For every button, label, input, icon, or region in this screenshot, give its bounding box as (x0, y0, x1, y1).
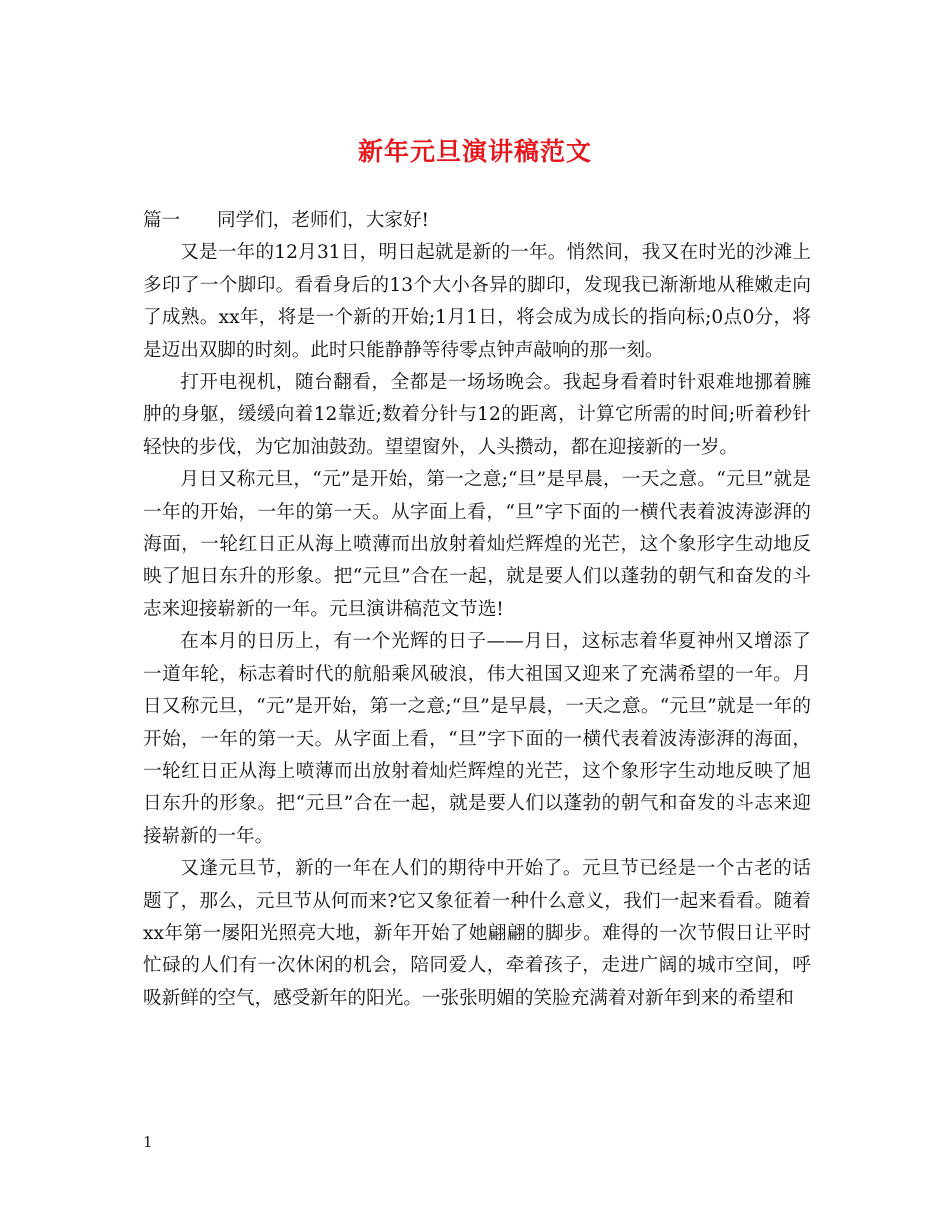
greeting-text: 同学们，老师们，大家好! (217, 210, 430, 231)
body-paragraph: 月日又称元旦，“元”是开始，第一之意;“旦”是早晨，一天之意。“元旦”就是一年的开始，一年的第一天。从字面上看，“旦”字下面的一横代表着波涛澎湃的海面，一轮红日正从海上喷薄而出放射着灿烂辉煌的光芒，这个象形字生动地反映了旭日东升的形象。把“元旦”合在一起，就是要人们以蓬勃的朝气和奋发的斗志来迎接崭新的一年。元旦演讲稿范文节选! (143, 469, 811, 620)
section-label: 篇一 (143, 210, 181, 231)
intro-line (143, 205, 811, 237)
body-paragraph: 又是一年的12月31日，明日起就是新的一年。悄然间，我又在时光的沙滩上多印了一个脚印。看看身后的13个大小各异的脚印，发现我已渐渐地从稚嫩走向了成熟。xx年，将是一个新的开始;1月1日，将会成为成长的指向标;0点0分，将是迈出双脚的时刻。此时只能静静等待零点钟声敲响的那一刻。 (143, 242, 811, 361)
document-body (143, 205, 811, 1015)
document-title: 新年元旦演讲稿范文 (357, 137, 592, 166)
page-number: 1 (143, 1133, 153, 1151)
body-paragraph: 又逢元旦节，新的一年在人们的期待中开始了。元旦节已经是一个古老的话题了，那么，元旦节从何而来?它又象征着一种什么意义，我们一起来看看。随着xx年第一屡阳光照亮大地，新年开始了她翩翩的脚步。难得的一次节假日让平时忙碌的人们有一次休闲的机会，陪同爱人，牵着孩子，走进广阔的城市空间，呼吸新鲜的空气，感受新年的阳光。一张张明媚的笑脸充满着对新年到来的希望和 (143, 858, 811, 1009)
body-paragraph: 在本月的日历上，有一个光辉的日子——月日，这标志着华夏神州又增添了一道年轮，标志着时代的航船乘风破浪，伟大祖国又迎来了充满希望的一年。月日又称元旦，“元”是开始，第一之意;“旦”是早晨，一天之意。“元旦”就是一年的开始，一年的第一天。从字面上看，“旦”字下面的一横代表着波涛澎湃的海面，一轮红日正从海上喷薄而出放射着灿烂辉煌的光芒，这个象形字生动地反映了旭日东升的形象。把“元旦”合在一起，就是要人们以蓬勃的朝气和奋发的斗志来迎接崭新的一年。 (143, 631, 811, 847)
body-paragraph: 打开电视机，随台翻看，全都是一场场晚会。我起身看着时针艰难地挪着臃肿的身躯，缓缓向着12靠近;数着分针与12的距离，计算它所需的时间;听着秒针轻快的步伐，为它加油鼓劲。望望窗外，人头攒动，都在迎接新的一岁。 (143, 372, 811, 458)
